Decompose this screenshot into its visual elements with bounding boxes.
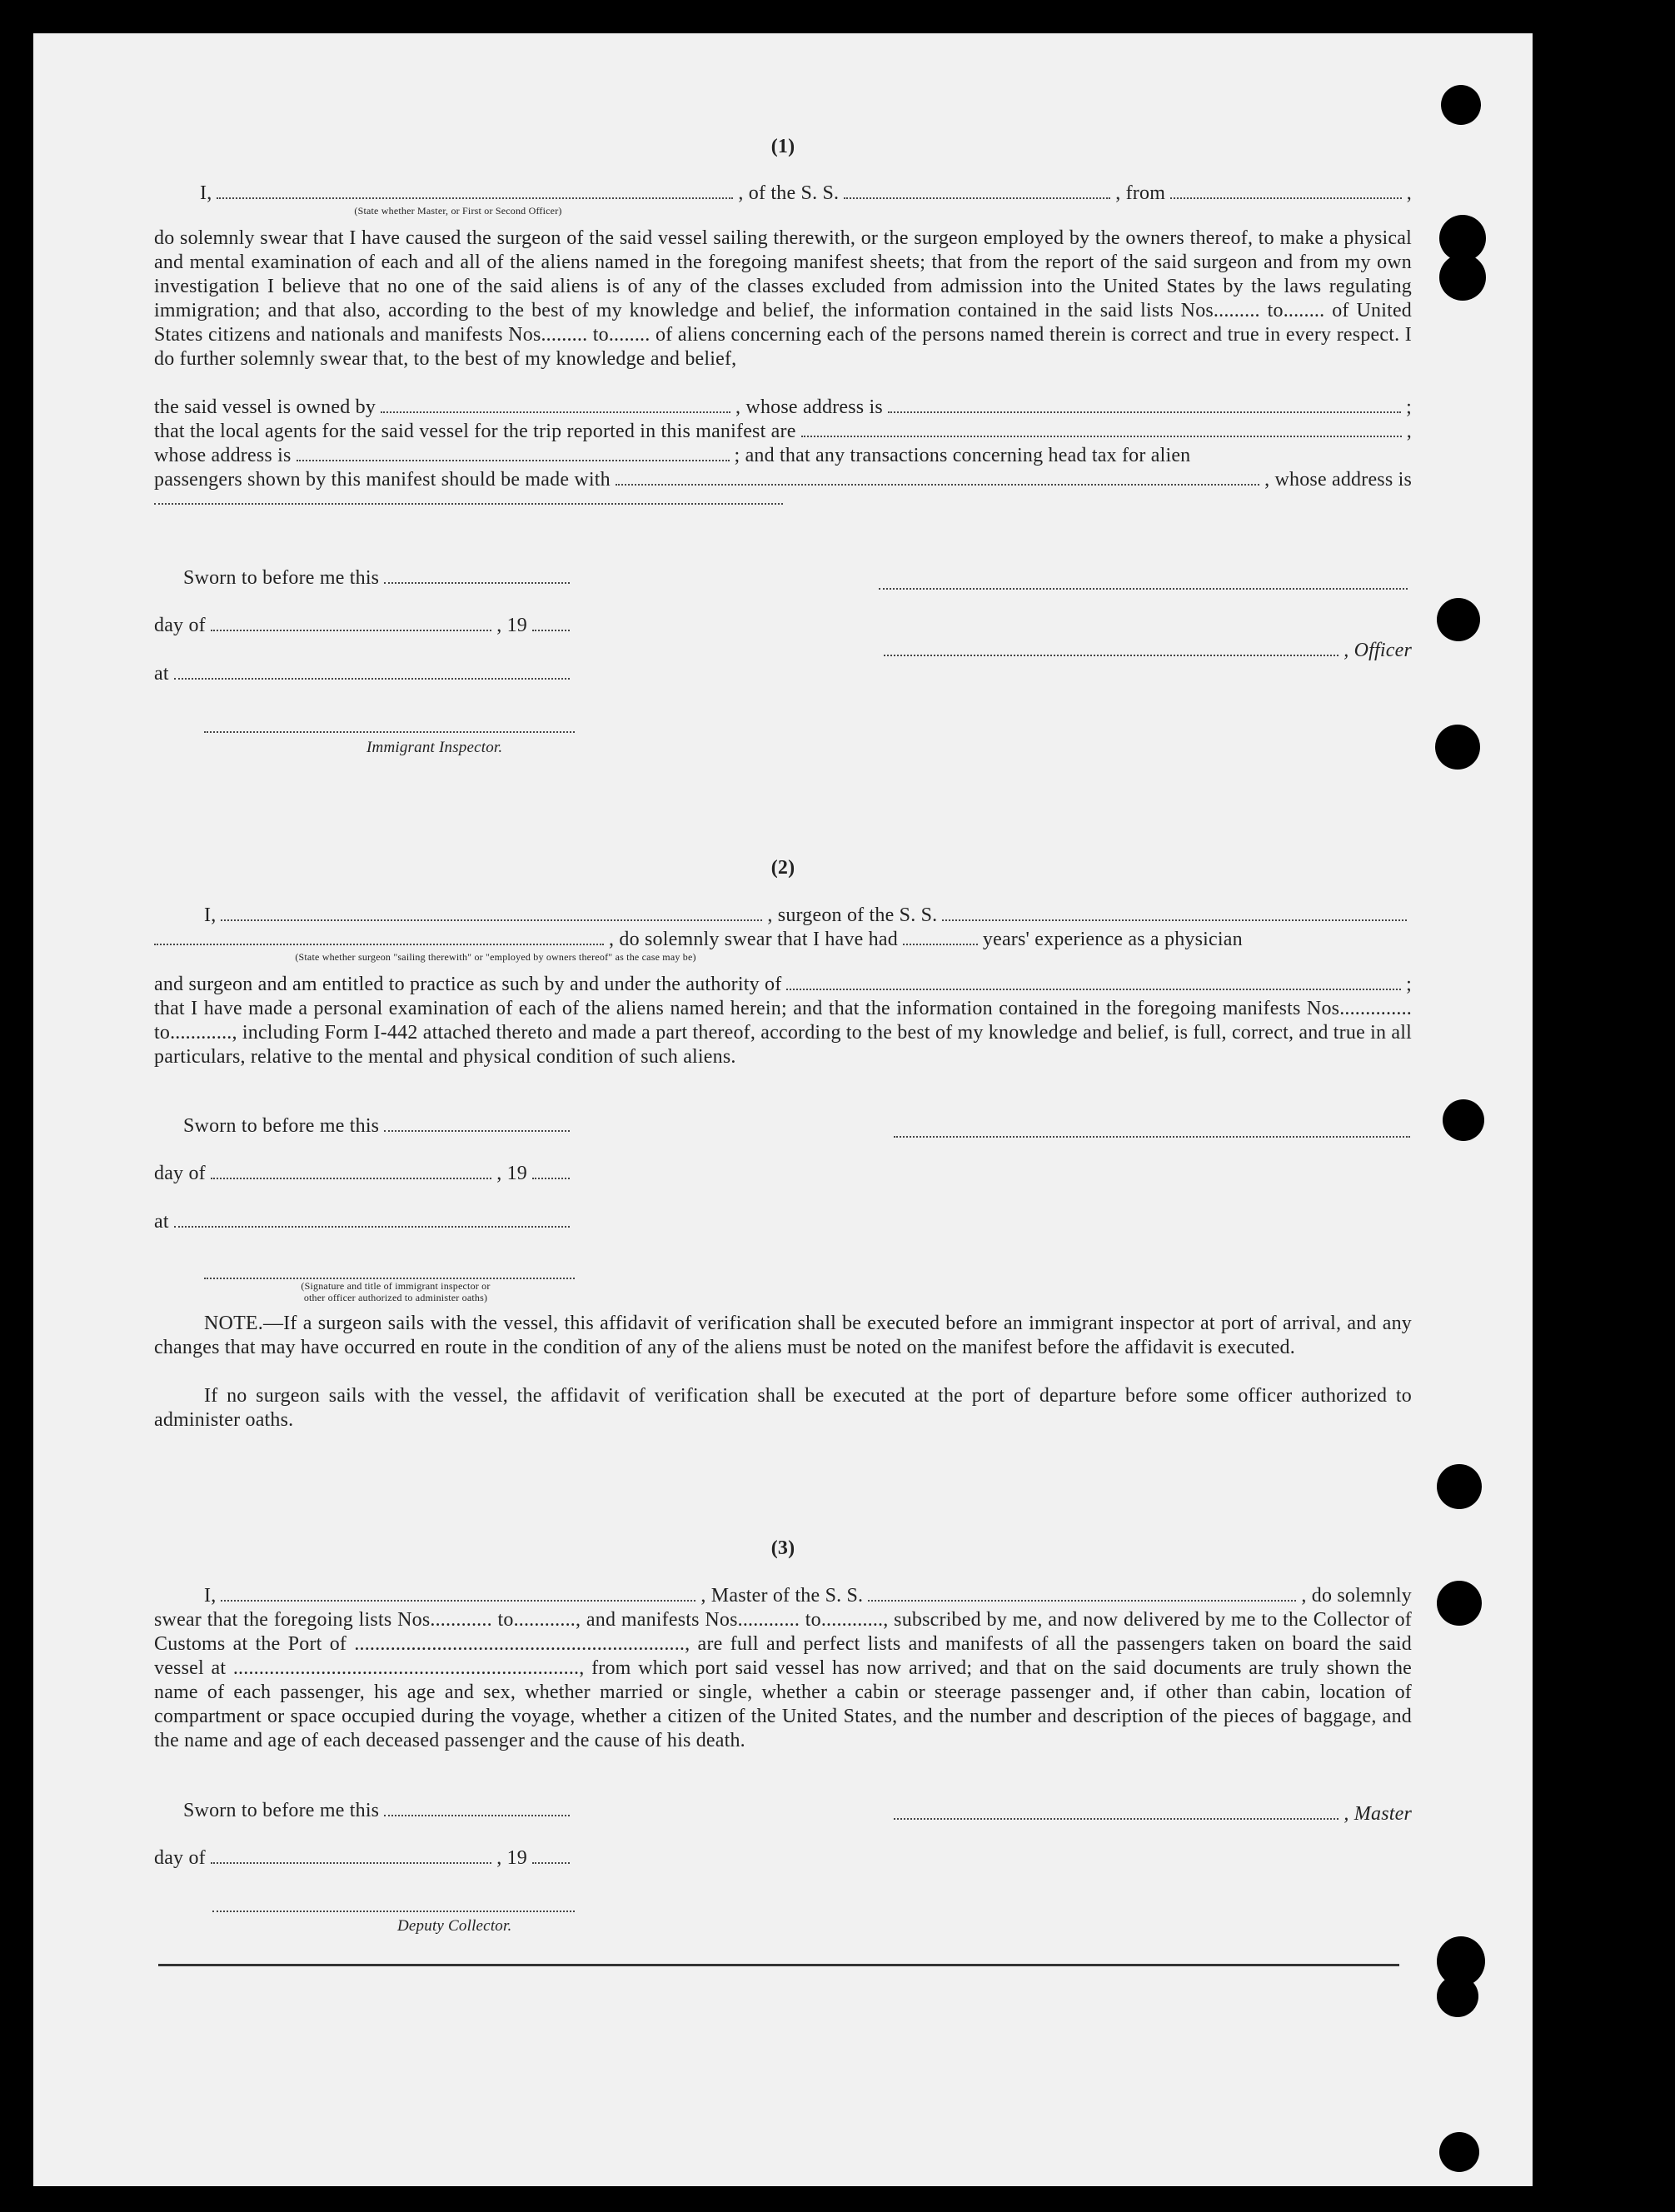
section-1-number: (1): [770, 136, 795, 157]
officer-label: , Officer: [1343, 640, 1412, 661]
at-label-2: at: [154, 1211, 169, 1233]
punch-hole-3: [1439, 254, 1486, 301]
text-i: I,: [200, 182, 212, 204]
punch-hole-6: [1443, 1099, 1484, 1141]
head-tax-text: ; and that any transactions concerning head tax for alien: [734, 445, 1191, 466]
sworn-day-field-3[interactable]: [384, 1803, 570, 1816]
officer-signature-field[interactable]: [884, 643, 1339, 656]
punch-hole-4: [1437, 598, 1480, 641]
sworn-day-field-2[interactable]: [384, 1118, 570, 1132]
section-3-first-line: [204, 1584, 1412, 1608]
years-label: years' experience as a physician: [982, 929, 1243, 950]
section-2-number: (2): [770, 857, 795, 879]
section-3-number: (3): [770, 1537, 795, 1559]
owner-address-label: , whose address is: [735, 396, 883, 418]
officer-line: [879, 639, 1412, 663]
s2-text-i: I,: [204, 904, 217, 926]
surgeon-status-field[interactable]: [154, 932, 604, 945]
master-label: , Master: [1343, 1803, 1412, 1825]
year-label-3: , 19: [496, 1847, 527, 1869]
inspector-signature-field-2[interactable]: [204, 1266, 575, 1279]
deputy-collector-label: Deputy Collector.: [397, 1917, 512, 1935]
day-of-line-1: [154, 614, 575, 638]
s3-text-i: I,: [204, 1585, 217, 1607]
agents-end: ,: [1406, 421, 1412, 442]
passengers-label: passengers shown by this manifest should be made with: [154, 469, 611, 491]
note-paragraph-1: NOTE.—If a surgeon sails with the vessel, this affidavit of verification shall be executed before an immigrant inspector at port of arrival, and any changes that may have occurred en route in the condition of any of the aliens must be noted on the manifest before the affidavit is executed.: [154, 1313, 1412, 1358]
text-of-ss: , of the S. S.: [738, 182, 840, 204]
punch-hole-8: [1437, 1581, 1482, 1626]
passengers-line: [154, 468, 1412, 492]
authority-end: ;: [1406, 974, 1412, 995]
owned-by-line: [154, 396, 1412, 420]
at-line-2: [154, 1210, 575, 1234]
agents-line: [154, 420, 1412, 444]
agents-address-line: [154, 444, 1412, 468]
agents-address-field[interactable]: [297, 448, 730, 461]
sworn-line-3: [183, 1799, 575, 1823]
owner-field[interactable]: [381, 400, 730, 413]
sworn-line-2: [183, 1114, 575, 1138]
inspector-signature-field[interactable]: [204, 720, 575, 733]
year-label-1: , 19: [496, 615, 527, 636]
owner-address-field[interactable]: [888, 400, 1401, 413]
text-comma: ,: [1406, 182, 1412, 204]
sworn-label-2: Sworn to before me this: [183, 1115, 380, 1137]
owned-by-label: the said vessel is owned by: [154, 396, 376, 418]
at-label-1: at: [154, 663, 169, 685]
punch-hole-11: [1439, 2132, 1479, 2172]
officer-signature-top-field[interactable]: [879, 576, 1408, 590]
agents-label: that the local agents for the said vessel for the trip reported in this manifest are: [154, 421, 796, 442]
sworn-label-1: Sworn to before me this: [183, 567, 380, 589]
section-2-first-line: [204, 904, 1412, 928]
document-page: [33, 33, 1533, 2186]
passengers-address-label: , whose address is: [1264, 469, 1412, 491]
day-of-label-2: day of: [154, 1163, 206, 1184]
year-field-1[interactable]: [532, 618, 570, 631]
year-field-3[interactable]: [532, 1851, 570, 1864]
section-2-second-line: [154, 928, 1412, 952]
day-of-label-3: day of: [154, 1847, 206, 1869]
master-of-label: , Master of the S. S.: [700, 1585, 864, 1607]
s2-name-field[interactable]: [221, 908, 762, 921]
passengers-address-field[interactable]: [154, 491, 783, 505]
day-of-field-1[interactable]: [211, 618, 491, 631]
authority-line: [154, 973, 1412, 997]
punch-hole-10: [1437, 1975, 1478, 2017]
surgeon-of-label: , surgeon of the S. S.: [767, 904, 938, 926]
bottom-rule: [158, 1964, 1399, 1966]
officer-field[interactable]: [217, 186, 733, 199]
s2-swear-label: , do solemnly swear that I have had: [609, 929, 898, 950]
s2-vessel-field[interactable]: [942, 908, 1407, 921]
from-port-field[interactable]: [1170, 186, 1402, 199]
day-of-field-2[interactable]: [211, 1166, 491, 1179]
authority-label: and surgeon and am entitled to practice as such by and under the authority of: [154, 974, 782, 995]
years-field[interactable]: [903, 932, 978, 945]
text-from: , from: [1115, 182, 1166, 204]
head-tax-party-field[interactable]: [616, 472, 1259, 486]
at-field-1[interactable]: [174, 666, 570, 680]
day-of-label-1: day of: [154, 615, 206, 636]
note-paragraph-2: If no surgeon sails with the vessel, the affidavit of verification shall be executed at the port of departure before some officer authorized to administer oaths.: [154, 1385, 1412, 1431]
master-line: [889, 1802, 1412, 1826]
sworn-day-field-1[interactable]: [384, 570, 570, 584]
deputy-signature-field[interactable]: [212, 1899, 575, 1912]
at-field-2[interactable]: [174, 1214, 570, 1228]
at-line-1: [154, 662, 575, 686]
section-2-oath-paragraph: that I have made a personal examination of each of the aliens named herein; and that the information contained in the foregoing manifests Nos.............. to............, including Form I-442 attached thereto and made a part thereof, according to the best of my knowledge and belief, is full, correct, and true in all particulars, relative to the mental and physical condition of such aliens.: [154, 998, 1412, 1068]
vessel-name-field[interactable]: [844, 186, 1110, 199]
s3-name-field[interactable]: [221, 1588, 695, 1602]
punch-hole-5: [1435, 725, 1480, 770]
surgeon-caption: (State whether surgeon "sailing therewith" or "employed by owners thereof" as the case may be): [295, 951, 696, 963]
day-of-line-3: [154, 1846, 575, 1871]
signature-caption: (Signature and title of immigrant inspector or other officer authorized to administer oaths): [301, 1280, 491, 1303]
section-1-oath-paragraph: do solemnly swear that I have caused the surgeon of the said vessel sailing therewith, or the surgeon employed by the owners thereof, to make a physical and mental examination of each and all of the aliens named in the foregoing manifest sheets; that from the report of the said surgeon and from my own investigation I believe that no one of the said aliens is of any of the classes excluded from admission into the United States by the laws regulating immigration; and that also, according to the best of my knowledge and belief, the information contained in the said lists Nos......... to........ of United States citizens and nationals and manifests Nos......... to........ of aliens concerning each of the persons named therein is correct and true in every respect. I do further solemnly swear that, to the best of my knowledge and belief,: [154, 227, 1412, 370]
punch-hole-1: [1441, 85, 1481, 125]
day-of-field-3[interactable]: [211, 1851, 491, 1864]
surgeon-signature-field[interactable]: [894, 1124, 1410, 1138]
section-1-first-line: [200, 182, 1412, 206]
authority-field[interactable]: [786, 977, 1401, 990]
solemnly-label: , do solemnly: [1301, 1585, 1412, 1607]
day-of-line-2: [154, 1162, 575, 1186]
officer-caption: (State whether Master, or First or Second Officer): [354, 205, 562, 217]
punch-hole-7: [1437, 1464, 1482, 1509]
s3-vessel-field[interactable]: [868, 1588, 1296, 1602]
owned-by-end: ;: [1406, 396, 1412, 418]
sworn-label-3: Sworn to before me this: [183, 1800, 380, 1821]
master-signature-field[interactable]: [894, 1806, 1339, 1820]
sworn-line-1: [183, 566, 575, 590]
agents-field[interactable]: [801, 424, 1402, 437]
section-3-oath-paragraph: swear that the foregoing lists Nos............ to............, and manifests Nos............ to............, subscribed by me, and now delivered by me to the Collector of Customs at the Port of ................................................................, are full and perfect lists and manifests of all the passengers taken on board the said vessel at ..................................................................., from which port said vessel has now arrived; and that on the said documents are truly shown the name of each passenger, his age and sex, whether married or single, whether a cabin or steerage passenger and, if other than cabin, location of compartment or space occupied during the voyage, whether a citizen of the United States, and the number and description of the pieces of baggage, and the name and age of each deceased passenger and the cause of his death.: [154, 1609, 1412, 1751]
immigrant-inspector-label: Immigrant Inspector.: [366, 739, 503, 756]
agents-address-label: whose address is: [154, 445, 292, 466]
year-field-2[interactable]: [532, 1166, 570, 1179]
year-label-2: , 19: [496, 1163, 527, 1184]
